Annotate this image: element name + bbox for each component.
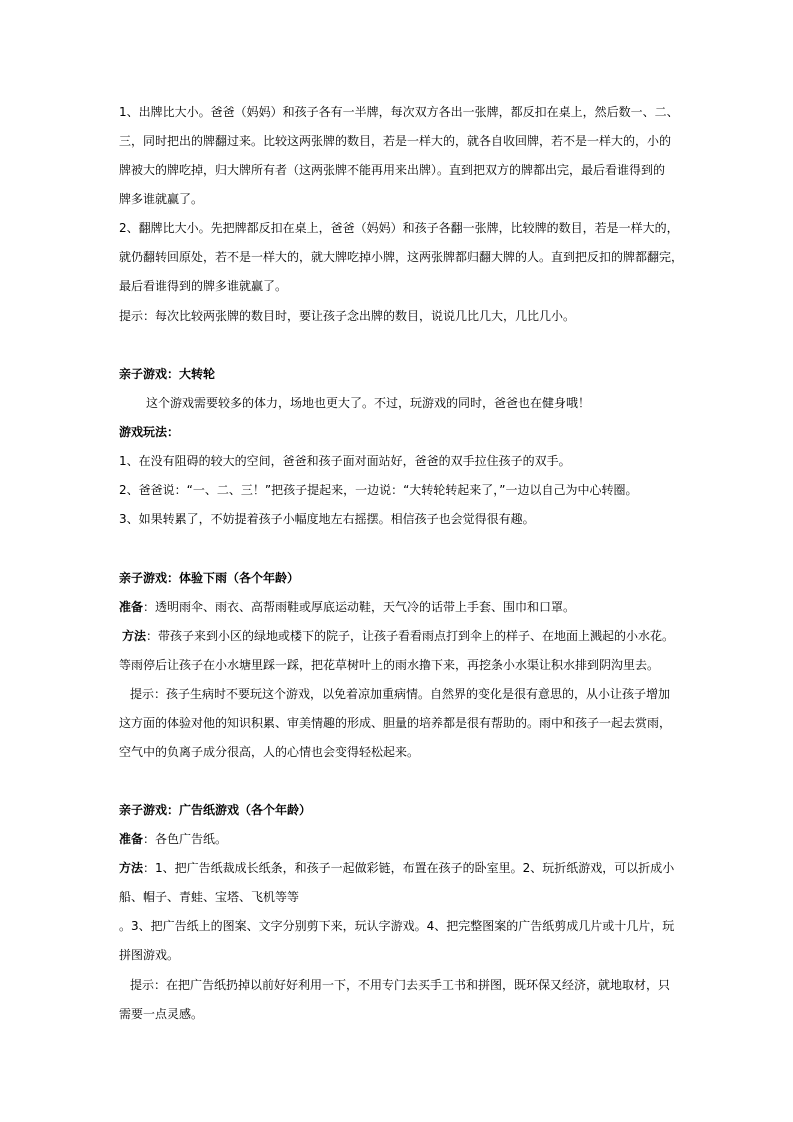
paragraph-line: 最后看谁得到的牌多谁就赢了。: [119, 279, 288, 293]
paragraph-line: 拼图游戏。: [119, 948, 180, 962]
method-line: [122, 628, 674, 644]
tip-line: 提示：孩子生病时不要玩这个游戏，以免着凉加重病情。自然界的变化是很有意思的，从小让孩子增加: [130, 687, 671, 701]
tip-line: 空气中的负离子成分很高，人的心情也会变得轻松起来。: [119, 745, 420, 759]
intro-line: 这个游戏需要较多的体力，场地也更大了。不过，玩游戏的同时，爸爸也在健身哦！: [146, 396, 591, 410]
paragraph-line: 船、帽子、青蛙、宝塔、飞机等等: [119, 890, 300, 904]
prep-line: [119, 831, 227, 847]
paragraph-line: 2、翻牌比大小。先把牌都反扣在桌上，爸爸（妈妈）和孩子各翻一张牌，比较牌的数目，若是一样大的，: [119, 221, 679, 235]
tip-line: 提示：在把广告纸扔掉以前好好利用一下，不用专门去买手工书和拼图，既环保又经济，就地取材，只: [130, 978, 671, 992]
paragraph-line: 牌被大的牌吃掉，归大牌所有者（这两张牌不能再用来出牌）。直到把双方的牌都出完，最后看谁得到的: [119, 163, 666, 177]
paragraph-line: 。3、把广告纸上的图案、文字分别剪下来，玩认字游戏。4、把完整图案的广告纸剪成几片或十几片，玩: [119, 919, 675, 933]
paragraph-line: 就仍翻转回原处，若不是一样大的，就大牌吃掉小牌，这两张牌都归翻大牌的人。直到把反扣的牌都翻完，: [119, 250, 684, 264]
method-label: 方法: [122, 629, 147, 643]
step-line: 3、如果转累了，不妨提着孩子小幅度地左右摇摆。相信孩子也会觉得很有趣。: [119, 512, 535, 526]
prep-label: 准备: [119, 832, 144, 846]
step-line: 2、爸爸说：“一、二、三！”把孩子提起来，一边说：“大转轮转起来了，”一边以自己为中心转圈。: [119, 483, 638, 497]
paragraph-line: 等雨停后让孩子在小水塘里踩一踩，把花草树叶上的雨水撸下来，再挖条小水渠让积水排到阴沟里去。: [119, 658, 660, 672]
method-label: 方法: [119, 861, 144, 875]
tip-line: 这方面的体验对他的知识积累、审美情趣的形成、胆量的培养都是很有帮助的。雨中和孩子一起去赏雨，: [119, 716, 672, 730]
prep-line: [119, 599, 575, 615]
method-text: ：1、把广告纸裁成长纸条，和孩子一起做彩链，布置在孩子的卧室里。2、玩折纸游戏，可以折成小: [143, 861, 675, 875]
section-title: 亲子游戏：广告纸游戏（各个年龄）: [119, 803, 312, 817]
paragraph-line: 三，同时把出的牌翻过来。比较这两张牌的数目，若是一样大的，就各自收回牌，若不是一样大的，小的: [119, 134, 672, 148]
rules-heading: 游戏玩法：: [119, 425, 180, 439]
method-text: ：带孩子来到小区的绿地或楼下的院子，让孩子看看雨点打到伞上的样子、在地面上溅起的小水花。: [146, 629, 675, 643]
tip-line: 提示：每次比较两张牌的数目时，要让孩子念出牌的数目，说说几比几大，几比几小。: [119, 309, 576, 323]
paragraph-line: 1、出牌比大小。爸爸（妈妈）和孩子各有一半牌，每次双方各出一张牌，都反扣在桌上，然后数一、二、: [119, 105, 679, 119]
prep-text: ：透明雨伞、雨衣、高帮雨鞋或厚底运动鞋，天气冷的话带上手套、围巾和口罩。: [143, 600, 576, 614]
prep-label: 准备: [119, 600, 144, 614]
tip-line: 需要一点灵感。: [119, 1007, 204, 1021]
step-line: 1、在没有阻碍的较大的空间，爸爸和孩子面对面站好，爸爸的双手拉住孩子的双手。: [119, 454, 571, 468]
section-title: 亲子游戏：大转轮: [119, 367, 216, 381]
section-title: 亲子游戏：体验下雨（各个年龄）: [119, 571, 300, 585]
paragraph-line: 牌多谁就赢了。: [119, 192, 204, 206]
method-line: [119, 860, 674, 876]
prep-text: ：各色广告纸。: [143, 832, 228, 846]
